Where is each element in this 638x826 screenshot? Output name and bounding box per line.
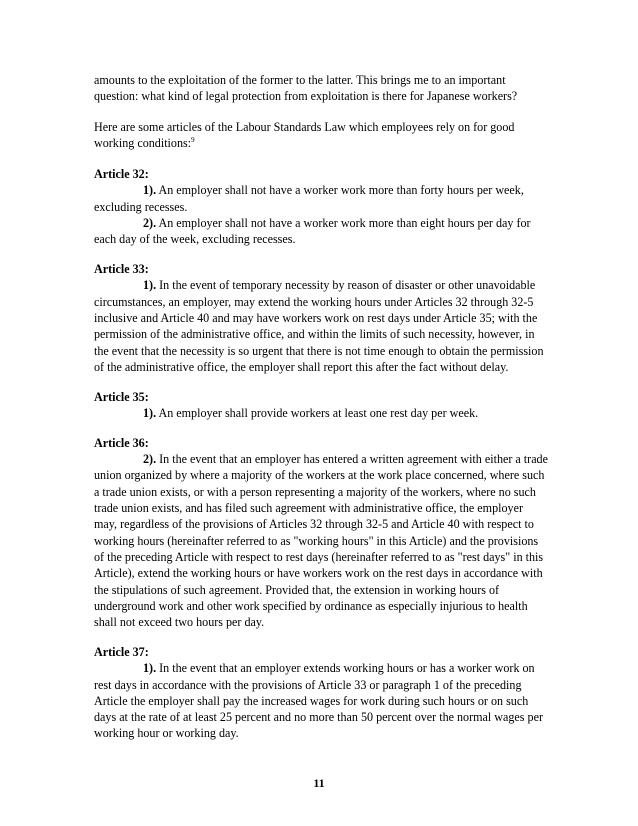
article-35 [94,389,549,422]
clause-text: In the event that an employer has entered a written agreement with either a trade union organized by where a majority of the workers at the work place concerned, where such a trade union exists, or with a person representing a majority of the workers, where no such trade union exists, and has filed such agreement with administrative office, the employer may, regardless of the provisions of Articles 32 through 32-5 and Article 40 with respect to working hours (hereinafter referred to as "working hours" in this Article) and the provisions of the preceding Article with respect to rest days (hereinafter referred to as "rest days" in this Article), extend the working hours or have workers work on the rest days in accordance with the stipulations of such agreement. Provided that, the extension in working hours of underground work and other work specified by ordinance as especially injurious to health shall not exceed two hours per day. [94,452,548,630]
intro-paragraph: amounts to the exploitation of the former to the latter. This brings me to an important question: what kind of legal protection from exploitation is there for Japanese workers? [94,73,518,104]
article-heading: Article 33: [94,262,149,277]
intro-lead-text: Here are some articles of the Labour Standards Law which employees rely on for good working conditions: [94,120,515,151]
clause-text: In the event that an employer extends working hours or has a worker work on rest days in accordance with the provisions of Article 33 or paragraph 1 of the preceding Article the employer shall pay the increased wages for work during such hours or on such days at the rate of at least 25 percent and no more than 50 percent over the normal wages per working hour or working day. [94,661,543,741]
clause-number: 1). [143,661,157,676]
clause-text: An employer shall not have a worker work more than eight hours per day for each day of the week, excluding recesses. [94,216,531,247]
article-heading: Article 37: [94,644,149,659]
clause-text: An employer shall provide workers at least one rest day per week. [156,406,479,421]
clause-number: 2). [143,216,157,231]
article-clause [94,182,549,215]
article-clause [94,277,549,375]
article-heading: Article 36: [94,435,149,450]
article-32 [94,166,549,247]
clause-number: 1). [143,278,157,293]
page-number: 11 [313,776,325,790]
article-36 [94,435,549,631]
clause-number: 1). [143,183,157,198]
clause-number: 2). [143,452,157,467]
article-clause [94,451,549,630]
article-clause [94,660,549,741]
document-page [94,72,549,755]
clause-text: An employer shall not have a worker work more than forty hours per week, excluding recesses. [94,183,524,214]
footnote-marker: 9 [191,136,195,145]
article-37 [94,644,549,742]
intro-paragraph-articles-lead [94,119,549,152]
article-33 [94,261,549,375]
article-heading: Article 35: [94,389,149,404]
clause-text: In the event of temporary necessity by reason of disaster or other unavoidable circumstances, an employer, may extend the working hours under Articles 32 through 32-5 inclusive and Article 40 and may have workers work on rest days under Article 35; with the permission of the administrative office, and within the limits of such necessity, however, in the event that the necessity is so urgent that there is not time enough to obtain the permission of the administrative office, the employer shall report this after the fact without delay. [94,278,544,374]
article-clause [94,215,549,248]
article-heading: Article 32: [94,167,149,182]
article-clause [94,405,549,421]
clause-number: 1). [143,406,157,421]
